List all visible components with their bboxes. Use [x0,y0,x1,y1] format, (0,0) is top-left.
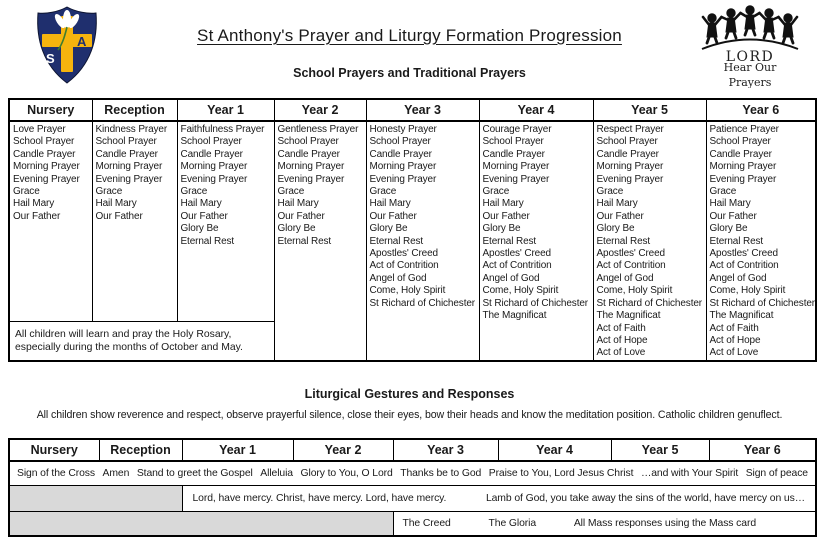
prayer-item: Morning Prayer [180,161,248,173]
prayer-item: Candle Prayer [95,148,158,160]
page-title: St Anthony's Prayer and Liturgy Formation Progression [197,26,622,45]
prayer-item: Candle Prayer [13,148,76,160]
gestures-row2-cell [182,485,816,511]
prayer-item: Evening Prayer [369,173,437,185]
prayer-item: Evening Prayer [13,173,80,185]
prayer-item: Hail Mary [13,198,55,210]
prayer-item: Act of Contrition [709,260,779,272]
prayer-item: Candle Prayer [482,148,545,160]
prayer-item: Kindness Prayer [95,124,168,135]
gesture-item: Sign of peace [745,467,808,479]
prayer-item: Glory Be [709,223,748,235]
prayer-item: St Richard of Chichester [709,297,815,309]
prayer-item: Morning Prayer [95,161,163,173]
prayer-item: Act of Love [709,347,759,359]
prayer-item: Courage Prayer [482,124,552,135]
prayer-item: School Prayer [95,136,157,148]
liturgical-gestures-table [8,438,817,537]
prayer-item: Grace [277,186,305,198]
prayer-item: Angel of God [709,272,767,284]
prayer-list-year3 [366,121,479,361]
lamb-of-god-response: Lamb of God, you take away the sins of the world, have mercy on us… [485,492,805,504]
prayer-item: Grace [369,186,397,198]
prayer-item: Patience Prayer [709,124,779,135]
prayer-item: St Richard of Chichester [482,297,588,309]
prayer-item: The Magnificat [709,310,774,322]
prayer-item: The Magnificat [482,310,547,322]
column-header-year1: Year 1 [177,99,274,121]
prayer-list-reception [92,121,177,321]
gestures-row1-cell [9,461,816,485]
prayer-item: School Prayer [13,136,75,148]
prayer-list-year1 [177,121,274,321]
column-header-reception: Reception [92,99,177,121]
prayer-item: Faithfulness Prayer [180,124,265,135]
prayer-item: Act of Love [596,347,646,359]
prayer-item: Act of Faith [709,322,759,334]
people-silhouette-icon [702,6,798,49]
prayer-item: Eternal Rest [709,235,764,247]
column-header-year6: Year 6 [709,439,816,461]
prayer-item: Hail Mary [709,198,751,210]
section2-heading: Liturgical Gestures and Responses [304,387,515,401]
prayer-item: School Prayer [596,136,658,148]
prayer-item: Grace [95,186,123,198]
column-header-year6: Year 6 [706,99,816,121]
column-header-year1: Year 1 [182,439,293,461]
gestures-row3-items [395,518,815,529]
prayer-item: Eternal Rest [180,235,235,247]
prayer-item: St Richard of Chichester [596,297,702,309]
prayer-item: Grace [180,186,208,198]
prayer-item: Evening Prayer [95,173,163,185]
gesture-item: Sign of the Cross [17,467,96,479]
section2-intro-text: All children show reverence and respect, observe prayerful silence, close their eyes, bow their heads and know the meditation position. Catholic children genuflect. [36,409,783,421]
prayer-item: Act of Hope [596,334,648,346]
column-header-reception: Reception [99,439,182,461]
logo-word-lord: LORD [725,49,775,65]
prayer-item: Hail Mary [596,198,638,210]
gestures-row-1 [9,461,816,485]
prayer-item: Hail Mary [482,198,524,210]
gestures-row2-items [184,493,815,504]
prayer-item: Act of Contrition [369,260,439,272]
crest-letter-s: S [46,51,55,66]
prayer-item: Candle Prayer [369,148,432,160]
prayer-item: Evening Prayer [180,173,248,185]
column-header-year5: Year 5 [611,439,709,461]
prayer-item: Candle Prayer [596,148,659,160]
prayer-item: Apostles' Creed [596,248,665,260]
prayer-item: Our Father [13,210,61,222]
prayer-item: Act of Contrition [596,260,666,272]
section1-heading: School Prayers and Traditional Prayers [293,66,526,80]
gesture-item: Thanks be to God [400,467,482,479]
prayer-item: School Prayer [709,136,771,148]
prayer-item: School Prayer [180,136,242,148]
rosary-note-cell [9,321,274,361]
gesture-item: …and with Your Spirit [640,467,739,479]
gestures-row-3 [9,511,816,536]
prayer-item: Morning Prayer [709,161,777,173]
prayer-list-year4 [479,121,593,361]
crest-letter-a: A [77,34,87,49]
prayer-item: Act of Hope [709,334,761,346]
shaded-cell [9,485,182,511]
prayer-item: Hail Mary [369,198,411,210]
prayer-item: Our Father [95,210,143,222]
prayer-item: School Prayer [482,136,544,148]
prayer-item: Come, Holy Spirit [482,285,559,297]
logo-word-hear-our: Hear Our [723,61,777,74]
prayer-item: Our Father [180,210,228,222]
prayer-item: Morning Prayer [482,161,550,173]
logo-word-prayers: Prayers [728,76,772,88]
prayer-item: Morning Prayer [596,161,664,173]
prayer-item: Come, Holy Spirit [709,285,786,297]
prayer-item: Grace [482,186,510,198]
prayer-item: Honesty Prayer [369,124,437,135]
gestures-row3-cell [393,511,816,536]
prayer-item: Our Father [596,210,644,222]
gesture-item: Amen [102,467,130,479]
prayer-item: Hail Mary [95,198,137,210]
prayer-list-year2 [274,121,366,361]
prayer-item: Morning Prayer [277,161,345,173]
prayer-item: School Prayer [369,136,431,148]
column-header-year2: Year 2 [274,99,366,121]
prayers-header-row [9,99,816,121]
prayer-list-year5 [593,121,706,361]
prayer-item: Evening Prayer [709,173,777,185]
prayer-item: Angel of God [596,272,654,284]
prayer-item: Gentleness Prayer [277,124,359,135]
prayer-item: Eternal Rest [369,235,424,247]
mass-response-item: The Gloria [488,517,537,529]
column-header-year5: Year 5 [593,99,706,121]
prayer-item: Candle Prayer [180,148,243,160]
mass-response-item: All Mass responses using the Mass card [573,517,756,529]
rosary-note: All children will learn and pray the Holy Rosary, especially during the months of October and May. [15,328,243,353]
prayer-item: Angel of God [482,272,540,284]
prayer-item: Eternal Rest [596,235,651,247]
prayer-item: Grace [709,186,737,198]
prayer-item: Respect Prayer [596,124,664,135]
prayer-item: Hail Mary [180,198,222,210]
kyrie-response: Lord, have mercy. Christ, have mercy. Lord, have mercy. [192,492,447,504]
prayer-item: Eternal Rest [482,235,537,247]
column-header-year2: Year 2 [293,439,393,461]
prayer-item: Glory Be [482,223,521,235]
prayer-item: Candle Prayer [277,148,340,160]
prayer-item: Hail Mary [277,198,319,210]
prayer-list-nursery [9,121,92,321]
gesture-item: Praise to You, Lord Jesus Christ [488,467,634,479]
prayer-item: Our Father [277,210,325,222]
gestures-row1-items [11,468,814,479]
prayer-item: Glory Be [180,223,219,235]
prayer-item: St Richard of Chichester [369,297,475,309]
prayer-item: Apostles' Creed [482,248,551,260]
prayer-item: Grace [596,186,624,198]
prayer-item: Act of Contrition [482,260,552,272]
prayer-item: Apostles' Creed [369,248,438,260]
gesture-item: Glory to You, O Lord [300,467,393,479]
column-header-year3: Year 3 [393,439,498,461]
column-header-year3: Year 3 [366,99,479,121]
prayer-item: Morning Prayer [13,161,80,173]
gesture-item: Stand to greet the Gospel [136,467,253,479]
prayer-list-year6 [706,121,816,361]
prayer-item: The Magnificat [596,310,661,322]
prayer-item: Our Father [369,210,417,222]
prayer-item: Apostles' Creed [709,248,778,260]
prayer-item: Our Father [709,210,757,222]
gesture-item: Alleluia [260,467,293,479]
prayer-item: Come, Holy Spirit [369,285,446,297]
prayer-item: Candle Prayer [709,148,772,160]
prayer-item: Evening Prayer [482,173,550,185]
school-prayers-table [8,98,817,362]
prayer-item: Evening Prayer [596,173,664,185]
gestures-row-2 [9,485,816,511]
prayer-item: Eternal Rest [277,235,332,247]
prayer-item: Morning Prayer [369,161,437,173]
prayer-item: Act of Faith [596,322,646,334]
prayer-item: Love Prayer [13,124,66,135]
mass-response-item: The Creed [402,517,451,529]
prayer-item: Glory Be [369,223,408,235]
prayer-item: School Prayer [277,136,339,148]
column-header-year4: Year 4 [479,99,593,121]
column-header-nursery: Nursery [9,99,92,121]
prayer-item: Come, Holy Spirit [596,285,673,297]
prayer-item: Grace [13,186,40,198]
prayers-body-row [9,121,816,321]
column-header-year4: Year 4 [498,439,611,461]
prayer-item: Angel of God [369,272,427,284]
column-header-nursery: Nursery [9,439,99,461]
gestures-header-row [9,439,816,461]
prayer-item: Glory Be [277,223,316,235]
prayer-item: Evening Prayer [277,173,345,185]
prayer-item: Our Father [482,210,530,222]
shaded-cell [9,511,393,536]
prayer-item: Glory Be [596,223,635,235]
